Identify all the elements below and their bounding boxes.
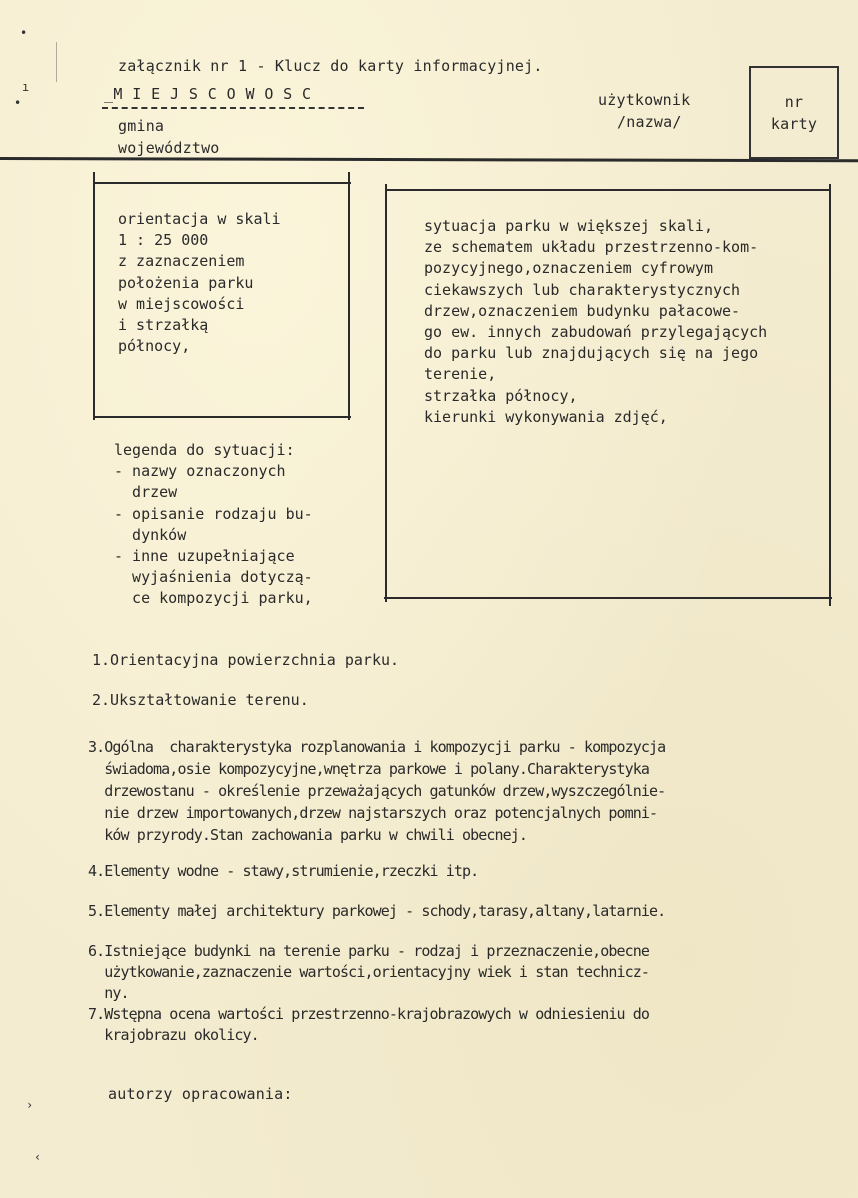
right-box-line: ze schematem układu przestrzenno-kom- xyxy=(424,238,759,257)
right-box-line: terenie, xyxy=(424,365,497,384)
left-box-line: położenia parku xyxy=(118,273,254,292)
locality-field-label: _M I E J S C O W O S C xyxy=(104,85,312,103)
item-line: świadoma,osie kompozycyjne,wnętrza parkowe i polany.Charakterystyka xyxy=(88,760,650,778)
item-6 xyxy=(88,941,649,1004)
left-box-line: i strzałką xyxy=(118,316,209,335)
margin-mark xyxy=(56,42,57,82)
left-box-text xyxy=(118,209,281,357)
item-line: 7.Wstępna ocena wartości przestrzenno-krajobrazowych w odniesieniu do xyxy=(88,1005,650,1023)
legend-line: - nazwy oznaczonych xyxy=(114,462,286,481)
right-box-top xyxy=(386,189,830,191)
user-field-label: użytkownik xyxy=(598,91,691,109)
right-box-line: drzew,oznaczeniem budynku pałacowe- xyxy=(424,301,741,320)
item-2 xyxy=(92,690,309,711)
legend-title: legenda do sytuacji: xyxy=(114,441,295,459)
item-7 xyxy=(88,1004,649,1046)
left-box-bottom xyxy=(93,416,351,418)
locality-underline xyxy=(102,107,364,109)
item-4 xyxy=(88,861,478,882)
item-line: 2.Ukształtowanie terenu. xyxy=(92,691,309,709)
legend-line: - inne uzupełniające xyxy=(114,547,295,566)
card-number-box xyxy=(749,66,839,159)
right-box-line: pozycyjnego,oznaczeniem cyfrowym xyxy=(424,259,713,278)
margin-speck: • xyxy=(20,26,28,40)
right-box-bottom xyxy=(384,597,832,599)
legend-line: dynków xyxy=(114,525,187,544)
left-box-line: orientacja w skali xyxy=(118,210,281,228)
item-line: użytkowanie,zaznaczenie wartości,orientacyjny wiek i stan technicz- xyxy=(88,963,650,981)
left-box-line: w miejscowości xyxy=(118,294,245,313)
item-line: ny. xyxy=(88,984,129,1002)
legend xyxy=(114,440,313,610)
right-box-line: do parku lub znajdujących się na jego xyxy=(424,344,759,363)
item-line: nie drzew importowanych,drzew najstarszych oraz potencjalnych pomni- xyxy=(88,804,658,822)
item-1 xyxy=(92,650,399,671)
left-box-left xyxy=(93,172,95,420)
user-field-sublabel: /nazwa/ xyxy=(617,113,682,131)
item-line: ków przyrody.Stan zachowania parku w chwili obecnej. xyxy=(88,826,528,844)
item-5 xyxy=(88,901,665,922)
item-3 xyxy=(88,736,665,846)
legend-line: - opisanie rodzaju bu- xyxy=(114,504,313,523)
voivodeship-field-label: województwo xyxy=(118,139,220,157)
margin-speck: • xyxy=(14,96,22,110)
right-box-line: strzałka północy, xyxy=(424,386,578,405)
authors-label: autorzy opracowania: xyxy=(108,1085,293,1103)
document-title: załącznik nr 1 - Klucz do karty informacyjnej. xyxy=(118,57,543,75)
card-number-label-line2: karty xyxy=(770,115,818,133)
legend-line: ce kompozycji parku, xyxy=(114,589,313,608)
item-line: 1.Orientacyjna powierzchnia parku. xyxy=(92,651,400,669)
right-box-right xyxy=(829,184,831,606)
item-line: 5.Elementy małej architektury parkowej - schody,tarasy,altany,latarnie. xyxy=(88,902,666,920)
item-line: 4.Elementy wodne - stawy,strumienie,rzeczki itp. xyxy=(88,862,479,880)
margin-speck: › xyxy=(26,1098,34,1112)
left-box-top xyxy=(93,182,351,184)
right-box-line: sytuacja parku w większej skali, xyxy=(424,217,713,235)
right-box-text xyxy=(424,216,767,428)
margin-speck: ‹ xyxy=(34,1150,42,1164)
item-line: drzewostanu - określenie przeważających gatunków drzew,wyszczególnie- xyxy=(88,782,666,800)
right-box-line: go ew. innych zabudowań przylegających xyxy=(424,323,768,342)
left-box-line: 1 : 25 000 xyxy=(118,231,209,250)
right-box-line: kierunki wykonywania zdjęć, xyxy=(424,407,668,426)
margin-speck: ı xyxy=(22,80,30,94)
item-line: 3.Ogólna charakterystyka rozplanowania i kompozycji parku - kompozycja xyxy=(88,738,666,756)
left-box-line: północy, xyxy=(118,337,191,356)
item-line: 6.Istniejące budynki na terenie parku - rodzaj i przeznaczenie,obecne xyxy=(88,942,650,960)
legend-line: wyjaśnienia dotyczą- xyxy=(114,568,313,587)
right-box-line: ciekawszych lub charakterystycznych xyxy=(424,280,741,299)
left-box-line: z zaznaczeniem xyxy=(118,252,245,271)
header-divider xyxy=(0,157,858,162)
commune-field-label: gmina xyxy=(118,117,165,135)
legend-line: drzew xyxy=(114,483,178,502)
item-line: krajobrazu okolicy. xyxy=(88,1026,259,1044)
right-box-left xyxy=(385,184,387,602)
card-number-label-line1: nr xyxy=(784,93,804,111)
left-box-right xyxy=(348,172,350,420)
